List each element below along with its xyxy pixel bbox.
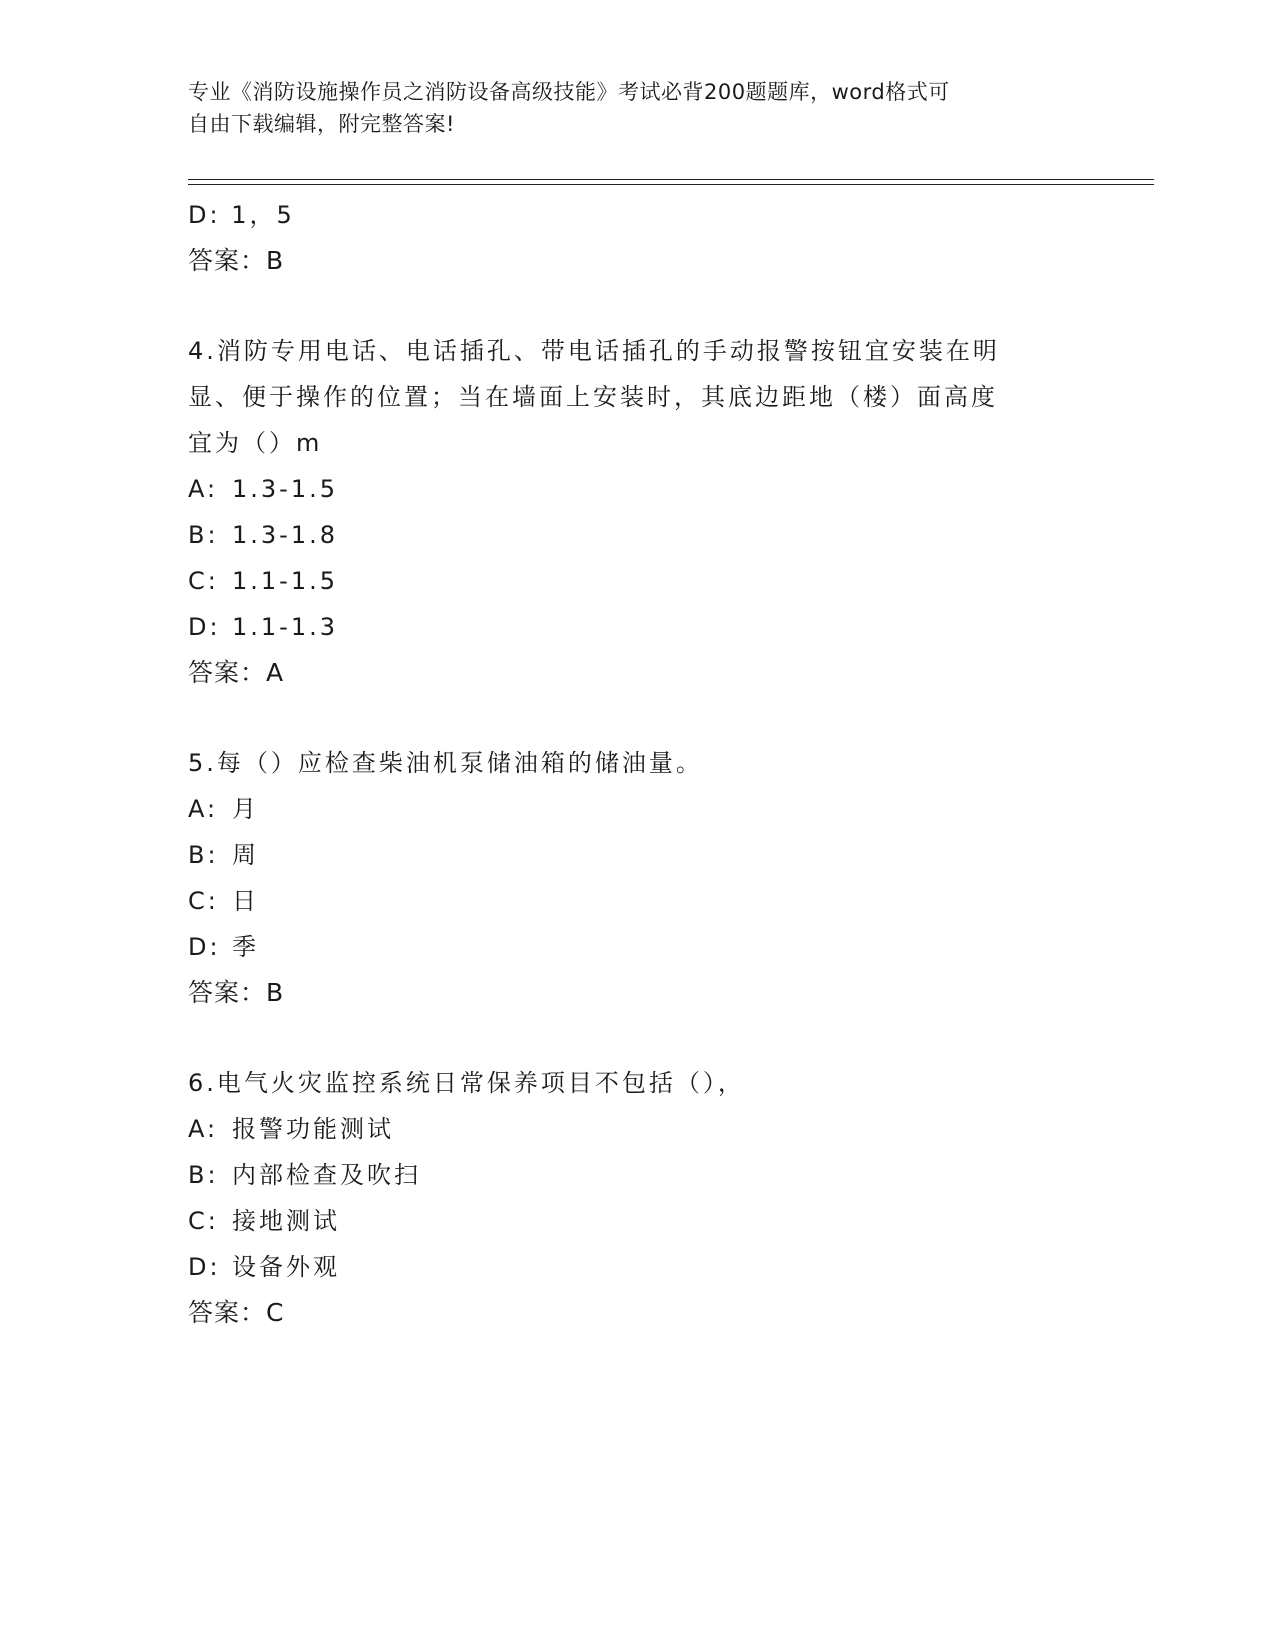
question-4-option-d xyxy=(188,604,1068,650)
option-text: 设备外观 xyxy=(232,1253,340,1281)
option-text: 内部检查及吹扫 xyxy=(232,1161,421,1189)
option-label: B: xyxy=(188,841,219,869)
spacer xyxy=(188,696,1068,740)
option-label: C: xyxy=(188,567,219,595)
question-5 xyxy=(188,740,1068,1016)
question-4-stem-line-1: 4.消防专用电话、电话插孔、带电话插孔的手动报警按钮宜安装在明 xyxy=(188,337,1000,365)
header-divider-top xyxy=(188,179,1154,180)
spacer xyxy=(188,284,1068,328)
question-4 xyxy=(188,328,1068,696)
document-header xyxy=(188,76,1068,140)
question-6-option-b xyxy=(188,1152,1068,1198)
question-4-option-b xyxy=(188,512,1068,558)
question-4-stem-line-2: 显、便于操作的位置；当在墙面上安装时，其底边距地（楼）面高度 xyxy=(188,383,998,411)
question-5-option-b xyxy=(188,832,1068,878)
question-4-answer: 答案：A xyxy=(188,658,285,687)
prev-option-d: D: 1，5 xyxy=(188,201,295,229)
question-6 xyxy=(188,1060,1068,1336)
question-4-option-a xyxy=(188,466,1068,512)
header-divider-bottom xyxy=(188,184,1154,185)
question-4-option-c xyxy=(188,558,1068,604)
option-label: B: xyxy=(188,1161,219,1189)
option-label: D: xyxy=(188,613,221,641)
question-6-answer: 答案：C xyxy=(188,1298,285,1327)
question-6-option-c xyxy=(188,1198,1068,1244)
option-label: C: xyxy=(188,887,219,915)
option-label: D: xyxy=(188,1253,221,1281)
option-text: 1.1-1.3 xyxy=(232,613,338,641)
option-text: 日 xyxy=(232,887,259,915)
prev-answer: 答案：B xyxy=(188,246,285,275)
question-4-stem-line-3: 宜为（）m xyxy=(188,429,323,457)
header-title-line-2: 自由下载编辑，附完整答案! xyxy=(188,112,455,136)
option-text: 报警功能测试 xyxy=(232,1115,394,1143)
option-label: B: xyxy=(188,521,219,549)
question-5-option-d xyxy=(188,924,1068,970)
question-5-option-a xyxy=(188,786,1068,832)
option-text: 接地测试 xyxy=(232,1207,340,1235)
option-text: 周 xyxy=(232,841,259,869)
option-text: 季 xyxy=(232,933,259,961)
question-5-option-c xyxy=(188,878,1068,924)
question-5-answer: 答案：B xyxy=(188,978,285,1007)
option-label: A: xyxy=(188,1115,219,1143)
question-5-stem-line-1: 5.每（）应检查柴油机泵储油箱的储油量。 xyxy=(188,749,703,777)
header-title-line-1: 专业《消防设施操作员之消防设备高级技能》考试必背200题题库，word格式可 xyxy=(188,80,950,104)
question-6-option-d xyxy=(188,1244,1068,1290)
option-text: 1.1-1.5 xyxy=(232,567,338,595)
option-text: 月 xyxy=(232,795,259,823)
option-label: A: xyxy=(188,795,219,823)
question-6-stem-line-1: 6.电气火灾监控系统日常保养项目不包括（）， xyxy=(188,1069,745,1097)
option-text: 1.3-1.5 xyxy=(232,475,338,503)
question-6-option-a xyxy=(188,1106,1068,1152)
option-label: C: xyxy=(188,1207,219,1235)
option-label: D: xyxy=(188,933,221,961)
option-label: A: xyxy=(188,475,219,503)
option-text: 1.3-1.8 xyxy=(232,521,338,549)
spacer xyxy=(188,1016,1068,1060)
question-list xyxy=(188,192,1068,1336)
